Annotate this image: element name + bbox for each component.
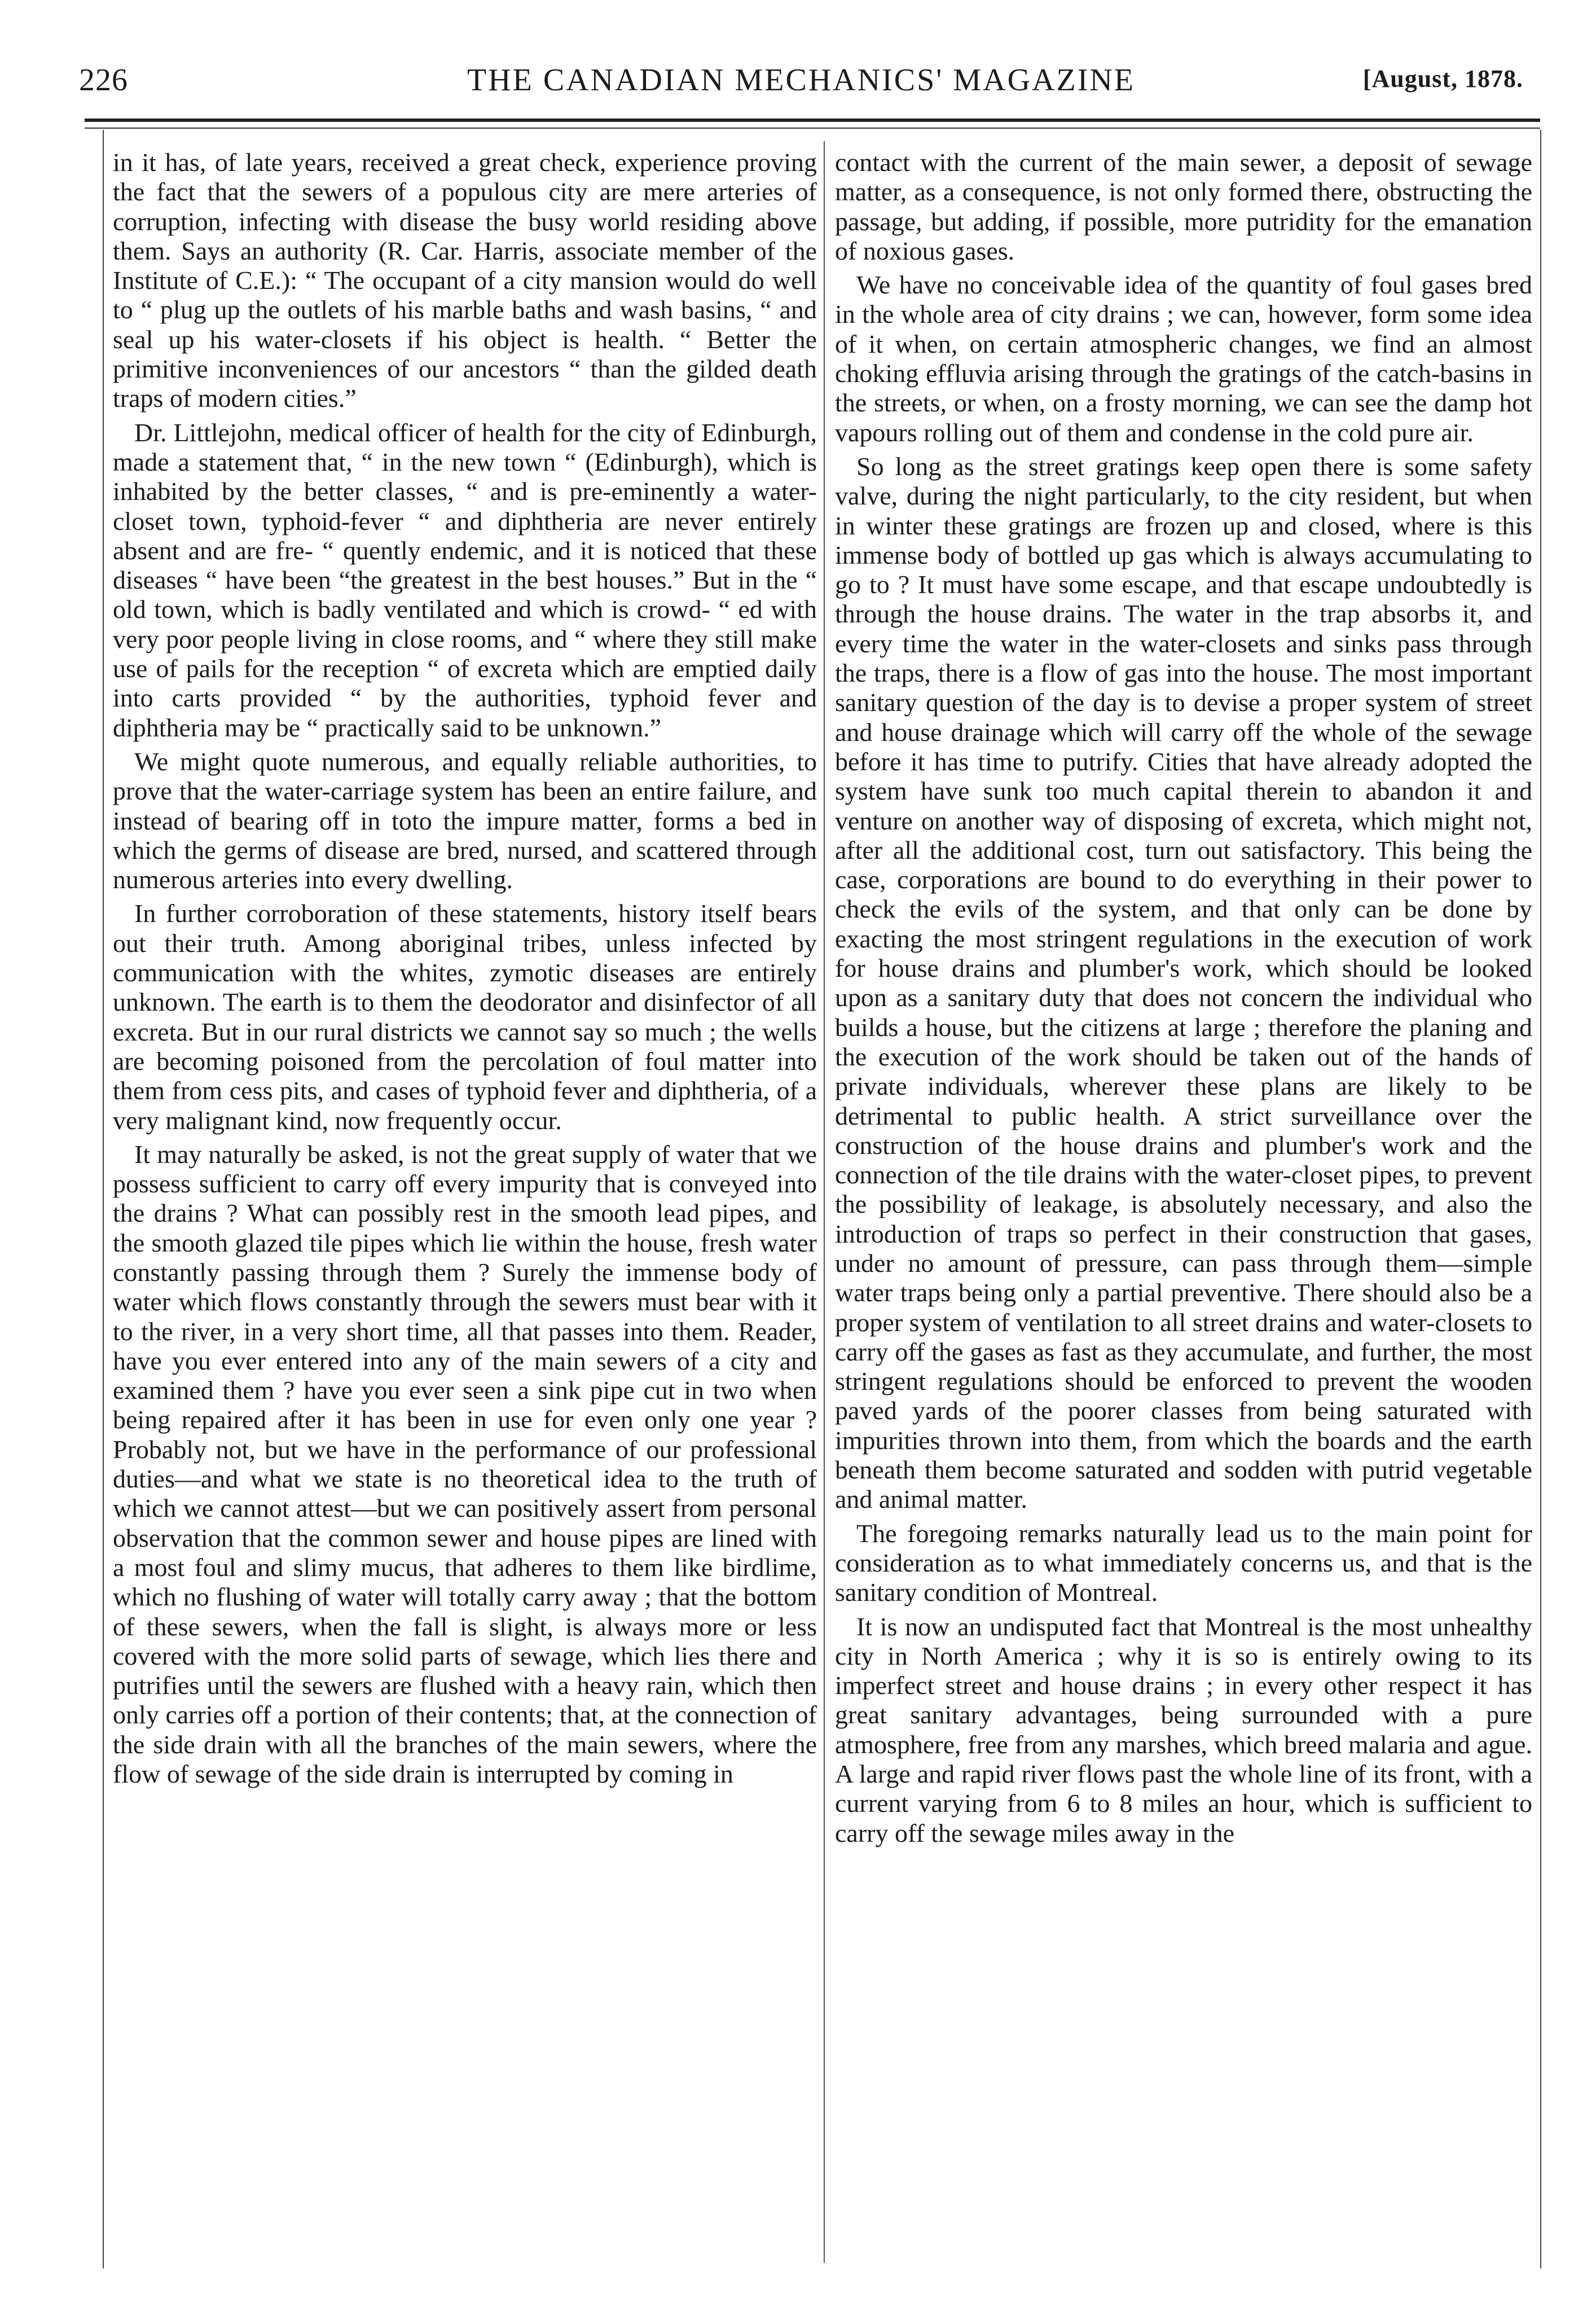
paragraph: in it has, of late years, received a great check, experience proving the fact that the sewers of a populous city are mere arteries of corruption, infecting with disease the busy world residing above them. Says an authority (R. Car. Harris, associate member of the Institute of C.E.): “ The occupant of a city mansion would do well to “ plug up the outlets of his marble baths and wash basins, “ and seal up his water-closets if his object is health. “ Better the primitive inconveniences of our ancestors “ than the gilded death traps of modern cities.” xyxy=(113,148,817,413)
paragraph: It may naturally be asked, is not the great supply of water that we possess sufficient to carry off every impurity that is conveyed into the drains ? What can possibly rest in the smooth lead pipes, and the smooth glazed tile pipes which lie within the house, fresh water constantly passing through them ? Surely the immense body of water which flows constantly through the sewers must bear with it to the river, in a very short time, all that passes into them. Reader, have you ever entered into any of the main sewers of a city and examined them ? have you ever seen a sink pipe cut in two when being repaired after it has been in use for even only one year ? Probably not, but we have in the performance of our professional duties—and what we state is no theoretical idea to the truth of which we cannot attest—but we can positively assert from personal observation that the common sewer and house pipes are lined with a most foul and slimy mucus, that adheres to them like birdlime, which no flushing of water will totally carry away ; that the bottom of these sewers, when the fall is slight, is always more or less covered with the more solid parts of sewage, which lies there and putrifies until the sewers are flushed with a heavy rain, which then only carries off a portion of their contents; that, at the connection of the side drain with all the branches of the main sewers, where the flow of sewage of the side drain is interrupted by coming in xyxy=(113,1139,817,1789)
paragraph: In further corroboration of these statements, history itself bears out their truth. Among aboriginal tribes, unless infected by communication with the whites, zymotic diseases are entirely unknown. The earth is to them the deodorator and disinfector of all excreta. But in our rural districts we cannot say so much ; the wells are becoming poisoned from the percolation of foul matter into them from cess pits, and cases of typhoid fever and diphtheria, of a very malignant kind, now frequently occur. xyxy=(113,899,817,1135)
column-divider xyxy=(824,141,825,2263)
paragraph: contact with the current of the main sewer, a deposit of sewage matter, as a consequence, is not only formed there, obstructing the passage, but adding, if possible, more putridity for the emanation of noxious gases. xyxy=(835,148,1532,265)
left-column xyxy=(113,148,817,2270)
paragraph: Dr. Littlejohn, medical officer of health for the city of Edinburgh, made a statement that, “ in the new town “ (Edinburgh), which is inhabited by the better classes, “ and is pre-eminently a water-closet town, typhoid-fever “ and diphtheria are never entirely absent and are fre- “ quently endemic, and it is noticed that these diseases “ have been “the greatest in the best houses.” But in the “ old town, which is badly ventilated and which is crowd- “ ed with very poor people living in close rooms, and “ where they still make use of pails for the reception “ of excreta which are emptied daily into carts provided “ by the authorities, typhoid fever and diphtheria may be “ practically said to be unknown.” xyxy=(113,418,817,742)
paragraph: The foregoing remarks naturally lead us to the main point for consideration as to what immediately concerns us, and that is the sanitary condition of Montreal. xyxy=(835,1518,1532,1607)
frame-left-rule xyxy=(103,130,104,2268)
issue-date: [August, 1878. xyxy=(1362,65,1523,93)
header-rule-thick xyxy=(85,118,1540,122)
frame-right-rule xyxy=(1540,130,1541,2268)
page-number: 226 xyxy=(79,63,128,98)
paragraph: We have no conceivable idea of the quantity of foul gases bred in the whole area of city drains ; we can, however, form some idea of it when, on certain atmospheric changes, we find an almost choking effluvia arising through the gratings of the catch-basins in the streets, or when, on a frosty morning, we can see the damp hot vapours rolling out of them and condense in the cold pure air. xyxy=(835,270,1532,447)
magazine-title: THE CANADIAN MECHANICS' MAGAZINE xyxy=(467,63,1136,98)
paragraph: We might quote numerous, and equally reliable authorities, to prove that the water-carriage system has been an entire failure, and instead of bearing off in toto the impure matter, forms a bed in which the germs of disease are bred, nursed, and scattered through numerous arteries into every dwelling. xyxy=(113,747,817,894)
paragraph: So long as the street gratings keep open there is some safety valve, during the night particularly, to the city resident, but when in winter these gratings are frozen up and closed, where is this immense body of bottled up gas which is always accumulating to go to ? It must have some escape, and that escape undoubtedly is through the house drains. The water in the trap absorbs it, and every time the water in the water-closets and sinks pass through the traps, there is a flow of gas into the house. The most important sanitary question of the day is to devise a proper system of street and house drainage which will carry off the whole of the sewage before it has time to putrify. Cities that have already adopted the system have sunk too much capital therein to abandon it and venture on another way of disposing of excreta, which might not, after all the additional cost, turn out satisfactory. This being the case, corporations are bound to do everything in their power to check the evils of the system, and that only can be done by exacting the most stringent regulations in the execution of work for house drains and plumber's work, which should be looked upon as a sanitary duty that does not concern the individual who builds a house, but the citizens at large ; therefore the planing and the execution of the work should be taken out of the hands of private individuals, wherever these plans are likely to be detrimental to public health. A strict surveillance over the construction of the house drains and plumber's work and the connection of the tile drains with the water-closet pipes, to prevent the possibility of leakage, is absolutely necessary, and also the introduction of traps so perfect in their construction that gases, under no amount of pressure, can pass through them—simple water traps being only a partial preventive. There should also be a proper system of ventilation to all street drains and water-closets to carry off the gases as fast as they accumulate, and further, the most stringent regulations should be enforced to prevent the wooden paved yards of the poorer classes from being saturated with impurities thrown into them, from which the boards and the earth beneath them become saturated and sodden with putrid vegetable and animal matter. xyxy=(835,451,1532,1514)
paragraph: It is now an undisputed fact that Montreal is the most unhealthy city in North America ; why it is so is entirely owing to its imperfect street and house drains ; in every other respect it has great sanitary advantages, being surrounded with a pure atmosphere, free from any marshes, which breed malaria and ague. A large and rapid river flows past the whole line of its front, with a current varying from 6 to 8 miles an hour, which is sufficient to carry off the sewage miles away in the xyxy=(835,1612,1532,1847)
right-column xyxy=(835,148,1532,2270)
header-rule-thin xyxy=(85,128,1540,129)
page-header xyxy=(79,56,1523,107)
